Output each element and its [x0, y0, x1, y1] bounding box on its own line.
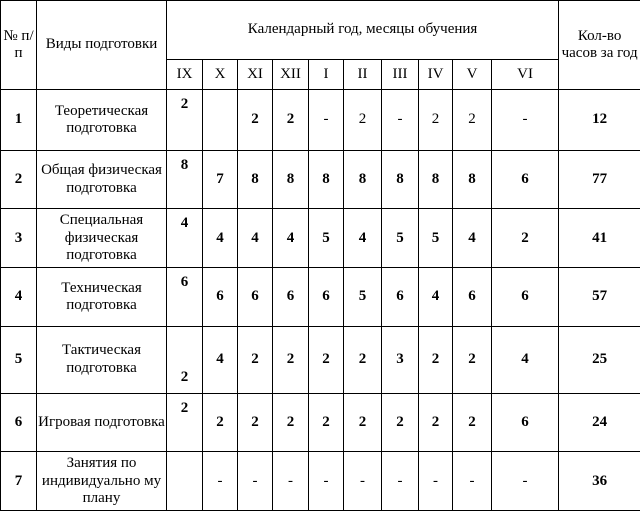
cell-value: 2 — [167, 326, 203, 393]
cell-value: 4 — [453, 209, 492, 268]
training-type: Занятия по индивидуально му плану — [37, 452, 167, 511]
table-row — [1, 209, 640, 268]
cell-value: 2 — [344, 90, 382, 151]
cell-value: 6 — [238, 268, 273, 327]
cell-value: 6 — [492, 268, 559, 327]
header-period: Календарный год, месяцы обучения — [167, 1, 559, 60]
cell-value: 2 — [382, 393, 419, 452]
cell-value: 6 — [273, 268, 309, 327]
cell-value: 5 — [344, 268, 382, 327]
table-row — [1, 326, 640, 393]
header-row — [1, 1, 640, 60]
cell-value: 2 — [238, 393, 273, 452]
month-header: II — [344, 59, 382, 89]
cell-value: 2 — [344, 326, 382, 393]
cell-value: 6 — [203, 268, 238, 327]
cell-value: 2 — [238, 90, 273, 151]
cell-value: 8 — [382, 150, 419, 209]
cell-value: - — [309, 452, 344, 511]
month-header: IV — [419, 59, 453, 89]
cell-value: 8 — [238, 150, 273, 209]
cell-value: - — [453, 452, 492, 511]
cell-value: 2 — [167, 393, 203, 452]
cell-value: - — [344, 452, 382, 511]
cell-value: - — [273, 452, 309, 511]
month-header: V — [453, 59, 492, 89]
table-row — [1, 268, 640, 327]
table-row — [1, 150, 640, 209]
cell-value: 8 — [167, 150, 203, 209]
row-total: 77 — [559, 150, 640, 209]
month-header: XII — [273, 59, 309, 89]
month-header: IX — [167, 59, 203, 89]
row-number: 7 — [1, 452, 37, 511]
cell-value: 4 — [344, 209, 382, 268]
row-number: 4 — [1, 268, 37, 327]
header-total: Кол-во часов за год — [559, 1, 640, 90]
cell-value: - — [203, 452, 238, 511]
table-row — [1, 90, 640, 151]
cell-value: - — [492, 452, 559, 511]
row-number: 6 — [1, 393, 37, 452]
cell-value: - — [382, 452, 419, 511]
cell-value: 8 — [419, 150, 453, 209]
cell-value: 6 — [309, 268, 344, 327]
cell-value: 6 — [382, 268, 419, 327]
row-total: 57 — [559, 268, 640, 327]
cell-value: 4 — [419, 268, 453, 327]
cell-value: 2 — [419, 393, 453, 452]
cell-value: - — [419, 452, 453, 511]
row-number: 3 — [1, 209, 37, 268]
cell-value: 8 — [344, 150, 382, 209]
cell-value: 2 — [273, 393, 309, 452]
cell-value: 6 — [492, 393, 559, 452]
training-type: Специальная физическая подготовка — [37, 209, 167, 268]
training-type: Теоретическая подготовка — [37, 90, 167, 151]
row-total: 24 — [559, 393, 640, 452]
cell-value: 8 — [309, 150, 344, 209]
header-num: № п/ п — [1, 1, 37, 90]
cell-value: 4 — [167, 209, 203, 268]
cell-value — [167, 452, 203, 511]
cell-value: 4 — [238, 209, 273, 268]
cell-value: 2 — [344, 393, 382, 452]
cell-value: - — [492, 90, 559, 151]
cell-value: 6 — [167, 268, 203, 327]
cell-value: - — [382, 90, 419, 151]
cell-value: - — [309, 90, 344, 151]
row-total: 41 — [559, 209, 640, 268]
row-total: 12 — [559, 90, 640, 151]
cell-value: 8 — [273, 150, 309, 209]
month-header: I — [309, 59, 344, 89]
cell-value: 4 — [203, 209, 238, 268]
cell-value: 2 — [238, 326, 273, 393]
cell-value: - — [238, 452, 273, 511]
cell-value: 2 — [453, 326, 492, 393]
row-total: 25 — [559, 326, 640, 393]
cell-value: 5 — [382, 209, 419, 268]
cell-value — [203, 90, 238, 151]
row-number: 2 — [1, 150, 37, 209]
cell-value: 6 — [453, 268, 492, 327]
training-type: Техническая подготовка — [37, 268, 167, 327]
cell-value: 2 — [309, 326, 344, 393]
table-row — [1, 452, 640, 511]
cell-value: 4 — [273, 209, 309, 268]
training-type: Игровая подготовка — [37, 393, 167, 452]
cell-value: 4 — [203, 326, 238, 393]
cell-value: 5 — [419, 209, 453, 268]
cell-value: 2 — [309, 393, 344, 452]
cell-value: 2 — [492, 209, 559, 268]
cell-value: 2 — [203, 393, 238, 452]
month-header: VI — [492, 59, 559, 89]
cell-value: 2 — [419, 90, 453, 151]
table-row — [1, 393, 640, 452]
month-header: XI — [238, 59, 273, 89]
month-header: III — [382, 59, 419, 89]
training-type: Общая физическая подготовка — [37, 150, 167, 209]
row-number: 1 — [1, 90, 37, 151]
cell-value: 2 — [167, 90, 203, 151]
cell-value: 2 — [453, 90, 492, 151]
cell-value: 8 — [453, 150, 492, 209]
header-type: Виды подготовки — [37, 1, 167, 90]
cell-value: 4 — [492, 326, 559, 393]
month-header: X — [203, 59, 238, 89]
row-total: 36 — [559, 452, 640, 511]
training-type: Тактическая подготовка — [37, 326, 167, 393]
cell-value: 5 — [309, 209, 344, 268]
cell-value: 7 — [203, 150, 238, 209]
cell-value: 2 — [273, 326, 309, 393]
row-number: 5 — [1, 326, 37, 393]
cell-value: 2 — [419, 326, 453, 393]
cell-value: 2 — [453, 393, 492, 452]
cell-value: 6 — [492, 150, 559, 209]
cell-value: 3 — [382, 326, 419, 393]
cell-value: 2 — [273, 90, 309, 151]
